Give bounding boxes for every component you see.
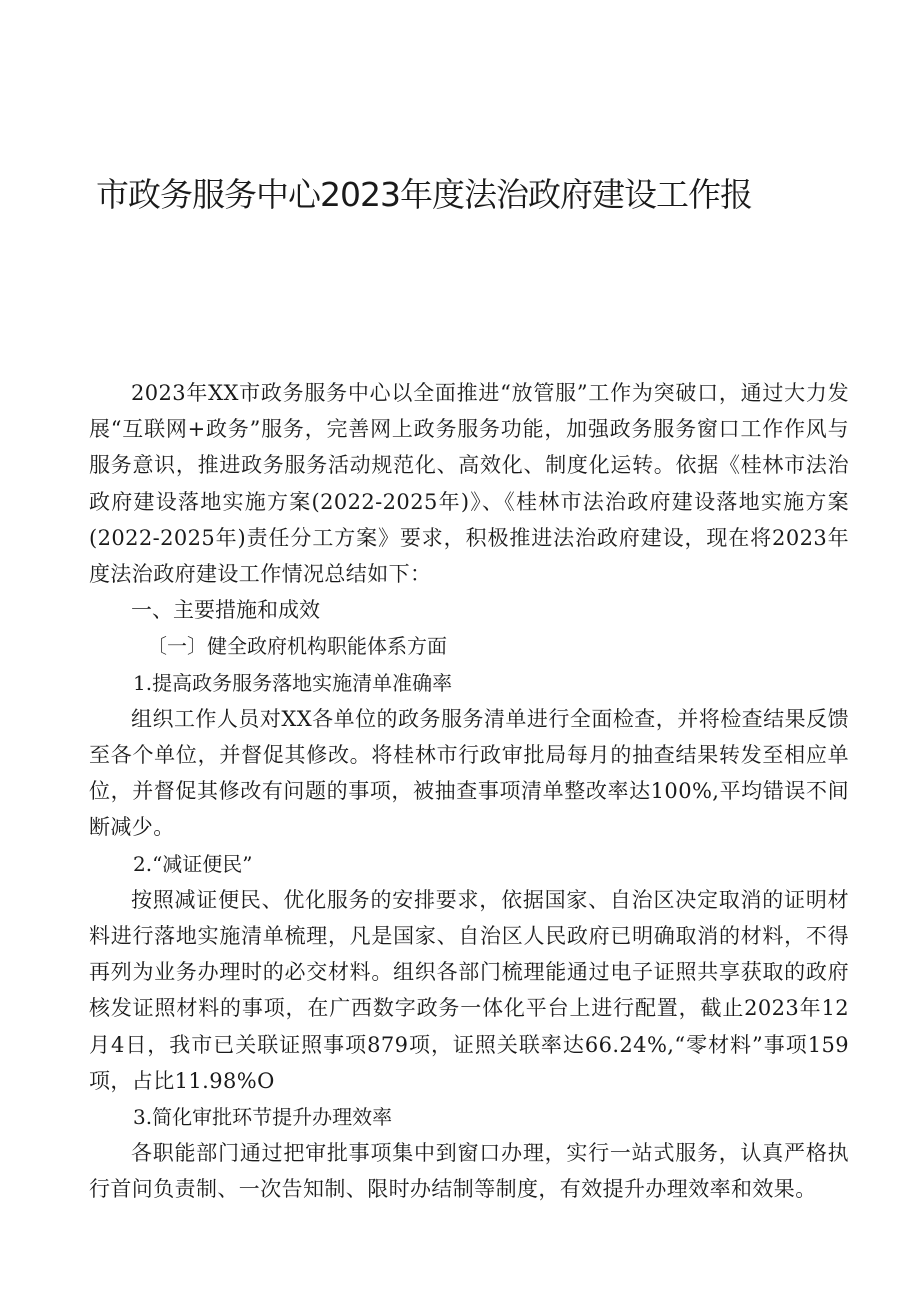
- item-title: 2.“减证便民”: [133, 851, 253, 876]
- subsection-heading: 〔一〕健全政府机构职能体系方面: [147, 634, 447, 659]
- item-title: 3.简化审批环节提升办理效率: [133, 1105, 393, 1130]
- item-body: 各职能部门通过把审批事项集中到窗口办理，实行一站式服务，认真严格执行首问负责制、一次告知制、限时办结制等制度，有效提升办理效率和效果。: [89, 1141, 849, 1202]
- item-title: 1.提高政务服务落地实施清单准确率: [133, 670, 453, 695]
- item-body: 按照减证便民、优化服务的安排要求，依据国家、自治区决定取消的证明材料进行落地实施清单梳理，凡是国家、自治区人民政府已明确取消的材料，不得再列为业务办理时的必交材料。组织各部门梳理能通过电子证照共享获取的政府核发证照材料的事项，在广西数字政务一体化平台上进行配置，截止2023年12月4日，我市已关联证照事项879项，证照关联率达66.24%,“零材料”事项159项，占比11.98%O: [89, 887, 849, 1093]
- document-body: [89, 375, 849, 1208]
- item-body: 组织工作人员对XX各单位的政务服务清单进行全面检查，并将检查结果反馈至各个单位，并督促其修改。将桂林市行政审批局每月的抽查结果转发至相应单位，并督促其修改有问题的事项，被抽查事项清单整改率达100%,平均错误不间断减少。: [89, 706, 849, 840]
- intro-paragraph: 2023年XX市政务服务中心以全面推进“放管服”工作为突破口，通过大力发展“互联网+政务”服务，完善网上政务服务功能，加强政务服务窗口工作作风与服务意识，推进政务服务活动规范化、高效化、制度化运转。依据《桂林市法治政府建设落地实施方案(2022-2025年)》、《桂林市法治政府建设落地实施方案(2022-2025年)责任分工方案》要求，积极推进法治政府建设，现在将2023年度法治政府建设工作情况总结如下：: [89, 381, 849, 587]
- document-title: 市政务服务中心2023年度法治政府建设工作报: [96, 175, 752, 214]
- section-heading: 一、主要措施和成效: [131, 598, 320, 623]
